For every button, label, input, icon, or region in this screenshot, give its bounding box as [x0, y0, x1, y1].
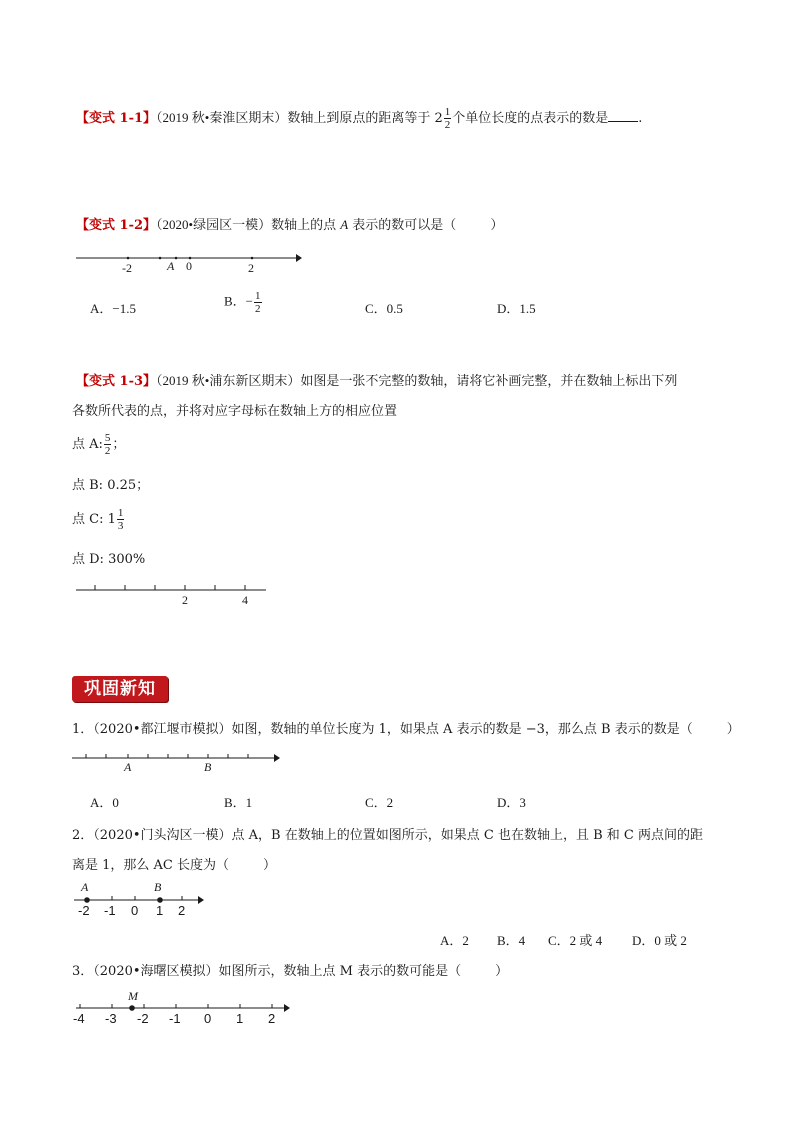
variant-1-2: 【变式 1-2】（2020•绿园区一模）数轴上的点 A 表示的数可以是（ ）	[76, 217, 504, 233]
tick-label: -4	[73, 1011, 85, 1026]
option-a[interactable]: A．0	[90, 795, 119, 810]
number-line-q3	[70, 986, 300, 1028]
point-c-item: 点 C: 1 $\frac{1}{3}$	[72, 507, 124, 532]
tick-label: 0	[204, 1011, 212, 1026]
option-a[interactable]: A．−1.5	[90, 301, 136, 316]
option-b[interactable]: B．4	[497, 933, 526, 948]
tick-dot	[127, 257, 130, 260]
answer-blank[interactable]	[608, 109, 638, 122]
tick-label: -2	[122, 261, 132, 275]
variant-1-3: 【变式 1-3】（2019 秋•浦东新区期末）如图是一张不完整的数轴，请将它补画完整，并在数轴上标出下列	[76, 373, 678, 389]
number-line-v13	[70, 580, 280, 610]
tick-label: -2	[137, 1011, 149, 1026]
point-a-dot	[175, 257, 178, 260]
tick-label: 0	[131, 903, 139, 918]
option-c[interactable]: C．0.5	[365, 301, 403, 316]
tick-label: -2	[78, 903, 90, 918]
option-b[interactable]: B．− $\frac{1}{2}$	[224, 290, 261, 315]
tick-dot	[159, 257, 162, 260]
question-1: 1．（2020•都江堰市模拟）如图，数轴的单位长度为 1，如果点 A 表示的数是 −3，那么点 B 表示的数是（ ）	[72, 722, 740, 737]
question-text: 数轴上到原点的距离等于 2	[287, 111, 443, 126]
tick-label: 2	[268, 1011, 276, 1026]
point-label-b: B	[154, 880, 162, 894]
point-a-dot	[84, 897, 90, 903]
option-d[interactable]: D．0 或 2	[632, 933, 687, 948]
point-label-a: A	[81, 880, 89, 894]
tick-label: 1	[156, 903, 164, 918]
variant-1-3-line2: 各数所代表的点，并将对应字母标在数轴上方的相应位置	[72, 404, 398, 419]
point-label-a: A	[167, 259, 175, 273]
fraction: $\frac{1}{2}$	[444, 106, 451, 131]
tick-dot	[251, 257, 254, 260]
variant-tag: 【变式 1-2】	[76, 218, 157, 233]
axis-arrow	[274, 754, 280, 762]
point-b-dot	[157, 897, 163, 903]
number-line-v12	[70, 248, 310, 278]
tick-label: -1	[104, 903, 116, 918]
tick-label: 1	[236, 1011, 244, 1026]
tick-label: 2	[178, 903, 186, 918]
number-line-q1	[70, 748, 290, 778]
question-text-cont: 个单位长度的点表示的数是	[452, 111, 609, 126]
variant-tag: 【变式 1-3】	[76, 374, 157, 389]
axis-arrow	[284, 1004, 290, 1012]
point-label-m: M	[128, 989, 138, 1003]
point-m-dot	[129, 1005, 135, 1011]
number-line-q2	[70, 878, 210, 920]
option-c[interactable]: C．2 或 4	[548, 933, 603, 948]
point-label-a: A	[124, 760, 132, 774]
source-note: （2019 秋•秦淮区期末）	[156, 110, 288, 125]
tick-label: 0	[186, 259, 192, 273]
source-note: （2020•绿园区一模）	[156, 217, 272, 232]
option-d[interactable]: D．3	[497, 795, 526, 810]
variant-tag: 【变式 1-1】	[76, 111, 157, 126]
section-banner: 巩固新知	[72, 676, 168, 702]
point-b-item: 点 B: 0.25；	[72, 478, 150, 493]
tick-label: 2	[248, 261, 254, 275]
variant-1-1: 【变式 1-1】（2019 秋•秦淮区期末）数轴上到原点的距离等于 2 $\frac{1}{2}$ 个单位长度的点表示的数是 .	[76, 106, 643, 131]
point-d-item: 点 D: 300%	[72, 552, 146, 567]
option-c[interactable]: C．2	[365, 795, 394, 810]
point-a-item: 点 A: $\frac{5}{2}$ ；	[72, 432, 126, 457]
tick-label: -3	[105, 1011, 117, 1026]
question-3: 3．（2020•海曙区模拟）如图所示，数轴上点 M 表示的数可能是（ ）	[72, 964, 509, 979]
source-note: （2019 秋•浦东新区期末）	[156, 373, 301, 388]
tick-label: 4	[242, 593, 248, 607]
question-2-line1: 2．（2020•门头沟区一模）点 A，B 在数轴上的位置如图所示，如果点 C 也在数轴上，且 B 和 C 两点间的距	[72, 828, 703, 843]
question-2-line2: 离是 1，那么 AC 长度为（ ）	[72, 858, 277, 873]
tick-label: -1	[169, 1011, 181, 1026]
axis-arrow	[198, 896, 204, 904]
option-d[interactable]: D．1.5	[497, 301, 536, 316]
tick-label: 2	[182, 593, 188, 607]
option-a[interactable]: A．2	[440, 933, 469, 948]
option-b[interactable]: B．1	[224, 795, 253, 810]
axis-arrow	[296, 254, 302, 262]
point-label-b: B	[204, 760, 212, 774]
